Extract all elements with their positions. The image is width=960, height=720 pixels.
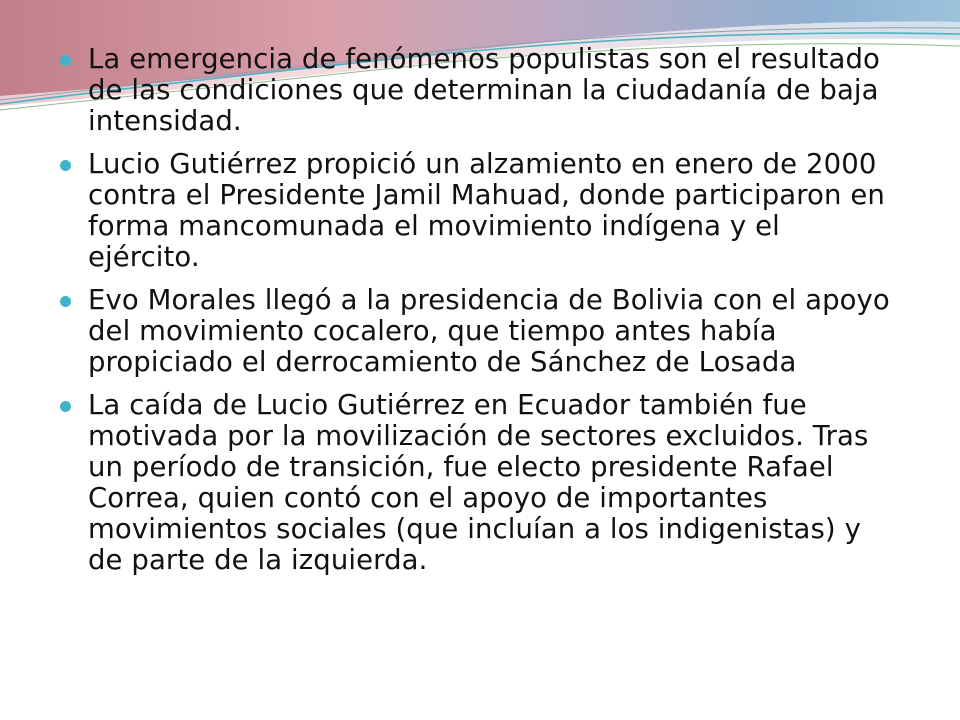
bullet-item: [58, 285, 898, 378]
bullet-dot-icon: [60, 401, 71, 412]
bullet-item: [58, 149, 898, 273]
bullet-dot-icon: [60, 55, 71, 66]
bullet-item: [58, 390, 898, 576]
bullet-item: [58, 44, 898, 137]
bullet-text: Lucio Gutiérrez propició un alzamiento en enero de 2000 contra el Presidente Jamil Mahuad, donde participaron en forma mancomunada el movimiento indígena y el ejército.: [88, 148, 885, 273]
bullet-dot-icon: [60, 160, 71, 171]
bullet-text: Evo Morales llegó a la presidencia de Bolivia con el apoyo del movimiento cocalero, que tiempo antes había propiciado el derrocamiento de Sánchez de Losada: [88, 284, 890, 378]
bullet-list: [58, 44, 898, 588]
bullet-text: La caída de Lucio Gutiérrez en Ecuador también fue motivada por la movilización de sectores excluidos. Tras un período de transición, fue electo presidente Rafael Correa, quien contó con el apoyo de importantes movimientos sociales (que incluían a los indigenistas) y de parte de la izquierda.: [88, 389, 869, 576]
bullet-text: La emergencia de fenómenos populistas son el resultado de las condiciones que determinan la ciudadanía de baja intensidad.: [88, 43, 880, 137]
bullet-dot-icon: [60, 296, 71, 307]
